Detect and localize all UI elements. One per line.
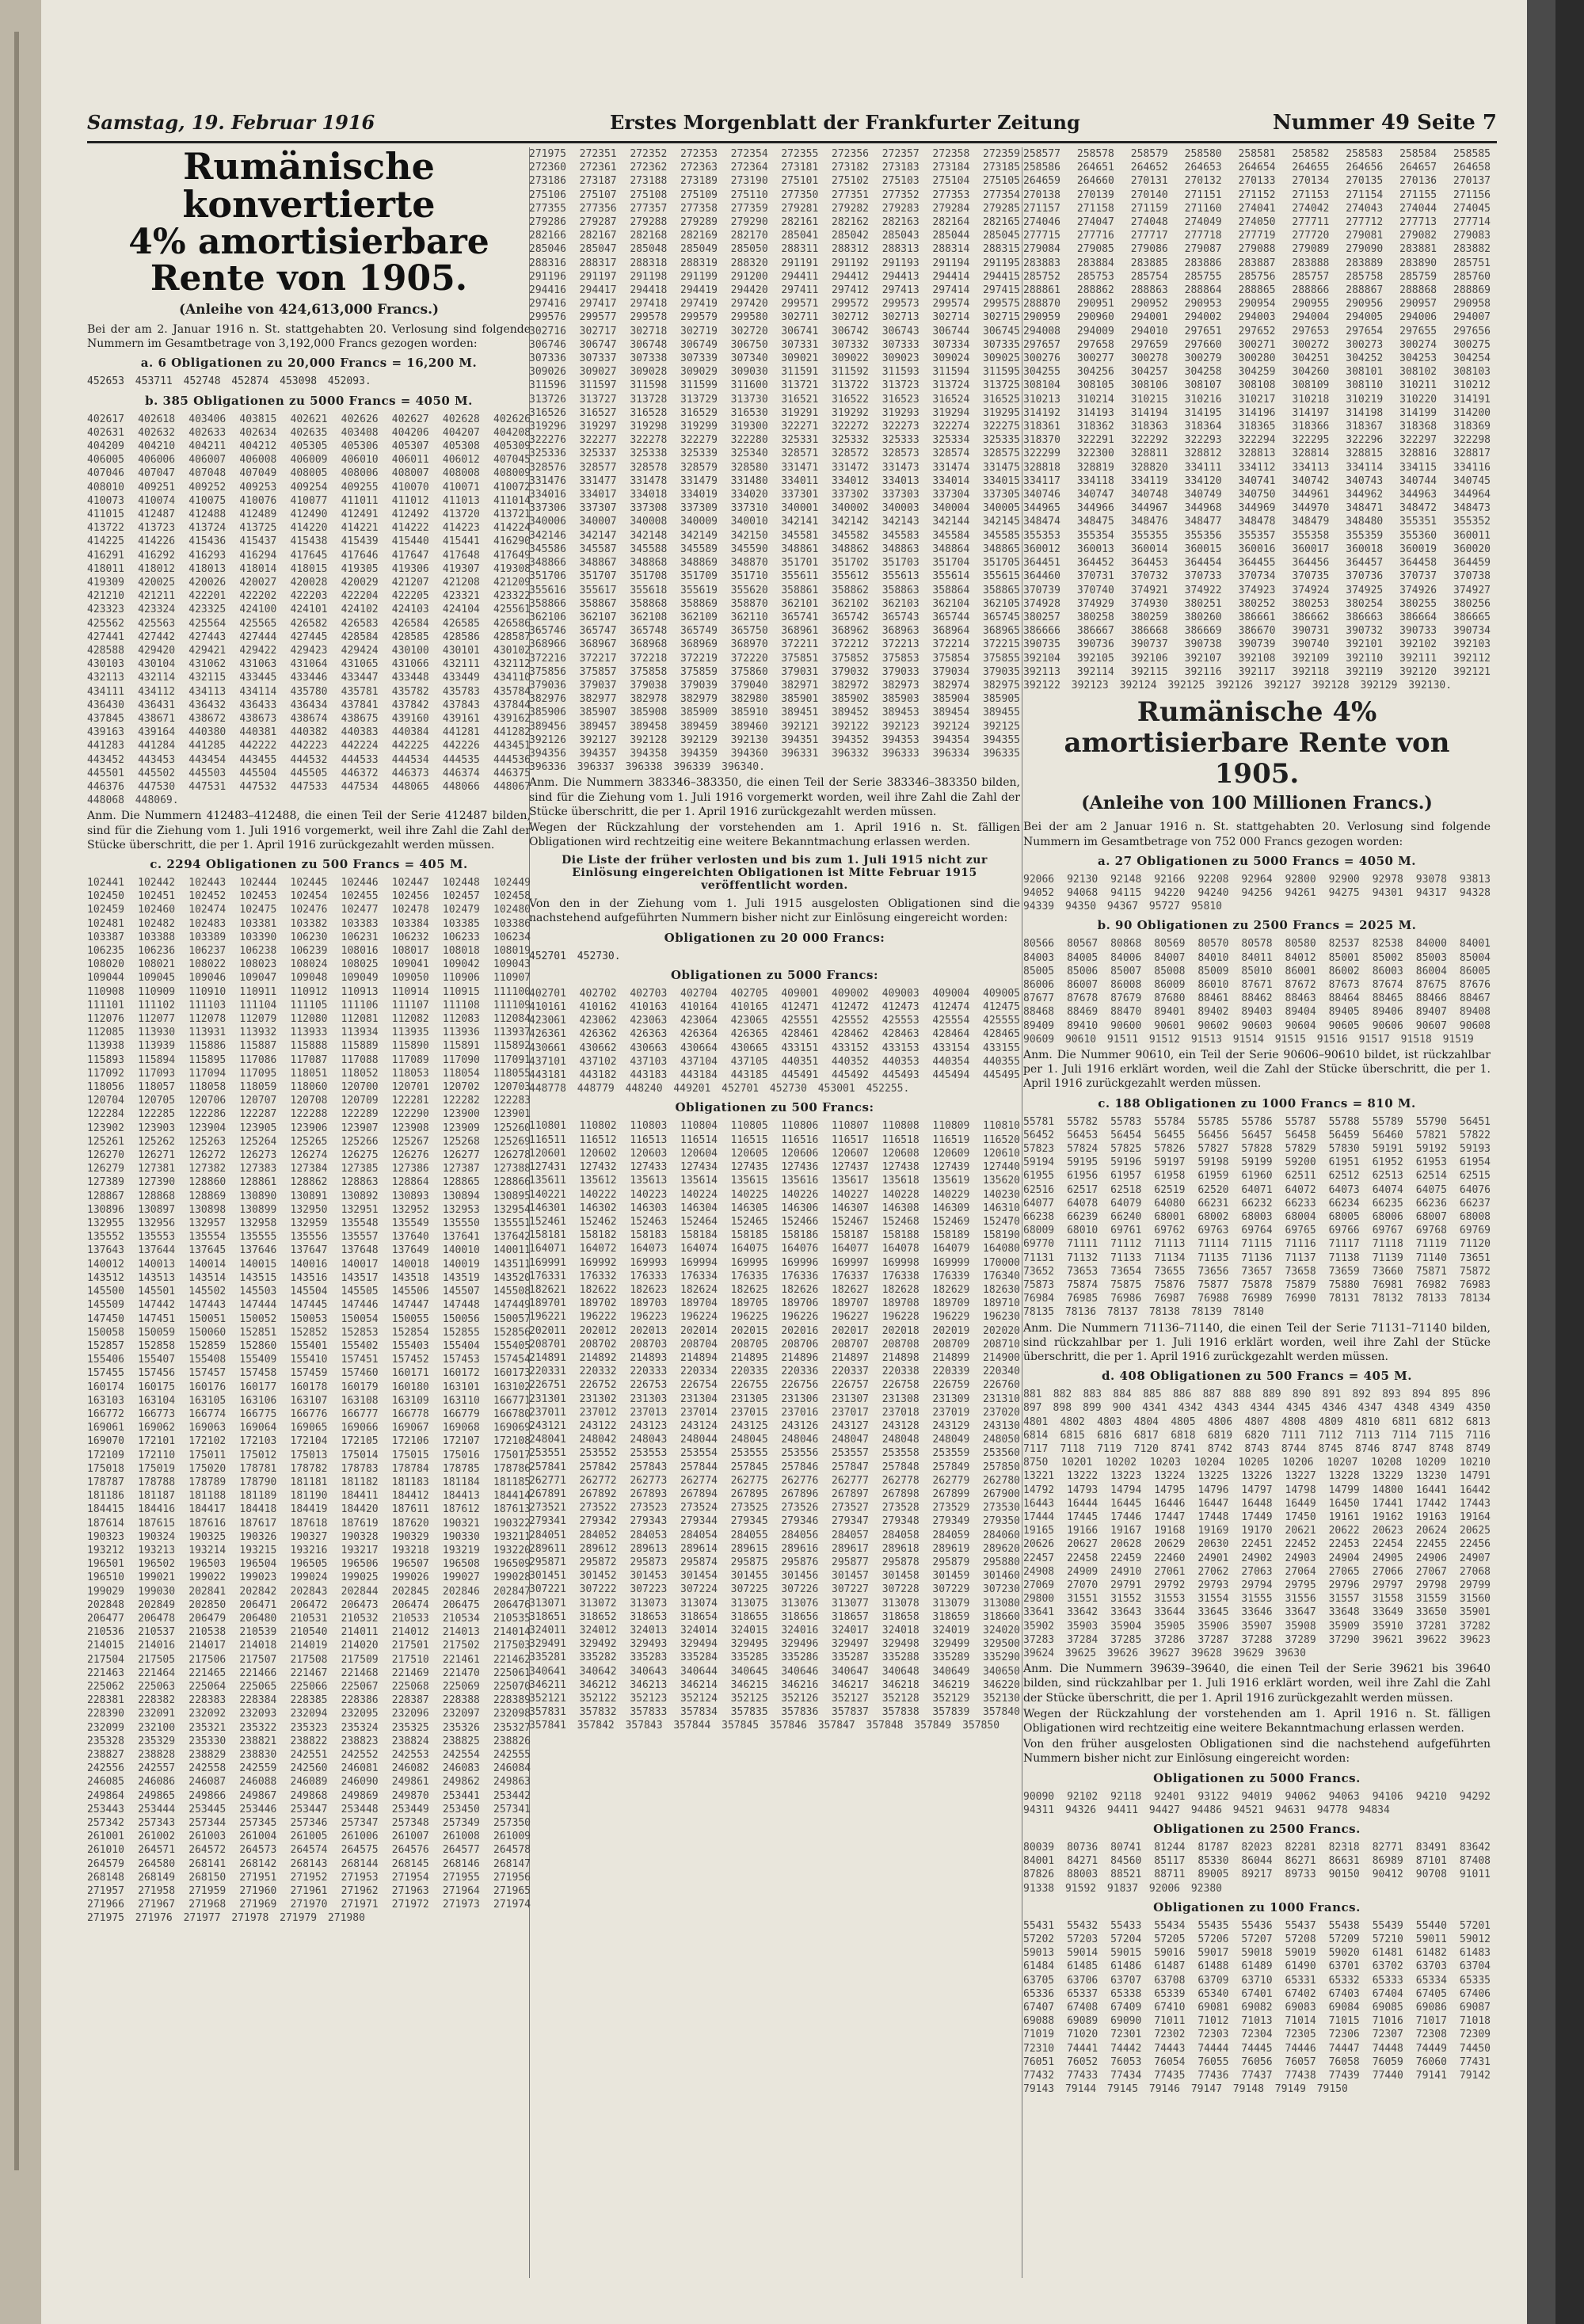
- middle-column: [529, 147, 1020, 2286]
- left-section-a: a. 6 Obligationen zu 20,000 Francs = 16,200 M.: [140, 356, 478, 371]
- header-date: Samstag, 19. Februar 1916: [87, 111, 375, 134]
- middle-numbers-500: 110801 110802 110803 110804 110805 110806 110807 110808 110809 110810 116511 116512 116513 116514 116515 116516 116517 116518 116519 116520 120601 120602 120603 120604 120605 120606 120607 120608 120609 120610 127431 127432 127433 127434 127435 127436 127437 127438 127439 127440 135611 135612 135613 135614 135615 135616 135617 135618 135619 135620 140221 140222 140223 140224 140225 140226 140227 140228 140229 140230 146301 146302 146303 146304 146305 146306 146307 146308 146309 146310 152461 152462 152463 152464 152465 152466 152467 152468 152469 152470 158181 158182 158183 158184 158185 158186 158187 158188 158189 158190 164071 164072 164073 164074 164075 164076 164077 164078 164079 164080 169991 169992 169993 169994 169995 169996 169997 169998 169999 170000 176331 176332 176333 176334 176335 176336 176337 176338 176339 176340 182621 182622 182623 182624 182625 182626 182627 182628 182629 182630 189701 189702 189703 189704 189705 189706 189707 189708 189709 189710 196221 196222 196223 196224 196225 196226 196227 196228 196229 196230 202011 202012 202013 202014 202015 202016 202017 202018 202019 202020 208701 208702 208703 208704 208705 208706 208707 208708 208709 208710 214891 214892 214893 214894 214895 214896 214897 214898 214899 214900 220331 220332 220333 220334 220335 220336 220337 220338 220339 220340 226751 226752 226753 226754 226755 226756 226757 226758 226759 226760 231301 231302 231303 231304 231305 231306 231307 231308 231309 231310 237011 237012 237013 237014 237015 237016 237017 237018 237019 237020 243121 243122 243123 243124 243125 243126 243127 243128 243129 243130 248041 248042 248043 248044 248045 248046 248047 248048 248049 248050 253551 253552 253553 253554 253555 253556 253557 253558 253559 253560 257841 257842 257843 257844 257845 257846 257847 257848 257849 257850 262771 262772 262773 262774 262775 262776 262777 262778 262779 262780 267891 267892 267893 267894 267895 267896 267897 267898 267899 267900 273521 273522 273523 273524 273525 273526 273527 273528 273529 273530 279341 279342 279343 279344 279345 279346 279347 279348 279349 279350 284051 284052 284053 284054 284055 284056 284057 284058 284059 284060 289611 289612 289613 289614 289615 289616 289617 289618 289619 289620 295871 295872 295873 295874 295875 295876 295877 295878 295879 295880 301451 301452 301453 301454 301455 301456 301457 301458 301459 301460 307221 307222 307223 307224 307225 307226 307227 307228 307229 307230 313071 313072 313073 313074 313075 313076 313077 313078 313079 313080 318651 318652 318653 318654 318655 318656 318657 318658 318659 318660 324011 324012 324013 324014 324015 324016 324017 324018 324019 324020 329491 329492 329493 329494 329495 329496 329497 329498 329499 329500 335281 335282 335283 335284 335285 335286 335287 335288 335289 335290 340641 340642 340643 340644 340645 340646 340647 340648 340649 340650 346211 346212 346213 346214 346215 346216 346217 346218 346219 346220 352121 352122 352123 352124 352125 352126 352127 352128 352129 352130 357831 357832 357833 357834 357835 357836 357837 357838 357839 357840 357841 357842 357843 357844 357845 357846 357847 357848 357849 357850: [529, 1120, 1020, 1732]
- right-section-a-numbers: 92066 92130 92148 92166 92208 92964 92800 92900 92978 93078 93813 94052 94068 94115 94220 94240 94256 94261 94275 94301 94317 94328 94339 94350 94367 95727 95810: [1023, 873, 1491, 913]
- middle-heading-5000: Obligationen zu 5000 Francs:: [670, 967, 878, 982]
- right-section-c-note: Anm. Die Nummern 71136–71140, die einen Teil der Serie 71131–71140 bilden, sind rückzahlbar per 1. Juli 1916 erklärt worden, weil ihre Zahl der Stücke überschritt, die per 1. April 1916 zurückgezahlt werden müssen.: [1023, 1321, 1491, 1363]
- right-section-b-note: Anm. Die Nummer 90610, ein Teil der Serie 90606–90610 bildet, ist rückzahlbar per 1. Juli 1916 erklärt worden, weil die Zahl der Stücke überschritt, die per 1. April 1916 zurückgezahlt werden müssen.: [1023, 1049, 1491, 1091]
- header-rule: [87, 141, 1497, 143]
- left-section-c-numbers: 102441 102442 102443 102444 102445 102446 102447 102448 102449 102450 102451 102452 102453 102454 102455 102456 102457 102458 102459 102460 102474 102475 102476 102477 102478 102479 102480 102481 102482 102483 103381 103382 103383 103384 103385 103386 103387 103388 103389 103390 106230 106231 106232 106233 106234 106235 106236 106237 106238 106239 108016 108017 108018 108019 108020 108021 108022 108023 108024 108025 109041 109042 109043 109044 109045 109046 109047 109048 109049 109050 110906 110907 110908 110909 110910 110911 110912 110913 110914 110915 111100 111101 111102 111103 111104 111105 111106 111107 111108 111109 112076 112077 112078 112079 112080 112081 112082 112083 112084 112085 113930 113931 113932 113933 113934 113935 113936 113937 113938 113939 115886 115887 115888 115889 115890 115891 115892 115893 115894 115895 117086 117087 117088 117089 117090 117091 117092 117093 117094 117095 118051 118052 118053 118054 118055 118056 118057 118058 118059 118060 120700 120701 120702 120703 120704 120705 120706 120707 120708 120709 122281 122282 122283 122284 122285 122286 122287 122288 122289 122290 123900 123901 123902 123903 123904 123905 123906 123907 123908 123909 125260 125261 125262 125263 125264 125265 125266 125267 125268 125269 126270 126271 126272 126273 126274 126275 126276 126277 126278 126279 127381 127382 127383 127384 127385 127386 127387 127388 127389 127390 128860 128861 128862 128863 128864 128865 128866 128867 128868 128869 130890 130891 130892 130893 130894 130895 130896 130897 130898 130899 132950 132951 132952 132953 132954 132955 132956 132957 132958 132959 135548 135549 135550 135551 135552 135553 135554 135555 135556 135557 137640 137641 137642 137643 137644 137645 137646 137647 137648 137649 140010 140011 140012 140013 140014 140015 140016 140017 140018 140019 143511 143512 143513 143514 143515 143516 143517 143518 143519 143520 145500 145501 145502 145503 145504 145505 145506 145507 145508 145509 147442 147443 147444 147445 147446 147447 147448 147449 147450 147451 150051 150052 150053 150054 150055 150056 150057 150058 150059 150060 152851 152852 152853 152854 152855 152856 152857 152858 152859 152860 155401 155402 155403 155404 155405 155406 155407 155408 155409 155410 157451 157452 157453 157454 157455 157456 157457 157458 157459 157460 160171 160172 160173 160174 160175 160176 160177 160178 160179 160180 163101 163102 163103 163104 163105 163106 163107 163108 163109 163110 166771 166772 166773 166774 166775 166776 166777 166778 166779 166780 169061 169062 169063 169064 169065 169066 169067 169068 169069 169070 172101 172102 172103 172104 172105 172106 172107 172108 172109 172110 175011 175012 175013 175014 175015 175016 175017 175018 175019 175020 178781 178782 178783 178784 178785 178786 178787 178788 178789 178790 181181 181182 181183 181184 181185 181186 181187 181188 181189 181190 184411 184412 184413 184414 184415 184416 184417 184418 184419 184420 187611 187612 187613 187614 187615 187616 187617 187618 187619 187620 190321 190322 190323 190324 190325 190326 190327 190328 190329 190330 193211 193212 193213 193214 193215 193216 193217 193218 193219 193220 196501 196502 196503 196504 196505 196506 196507 196508 196509 196510 199021 199022 199023 199024 199025 199026 199027 199028 199029 199030 202841 202842 202843 202844 202845 202846 202847 202848 202849 202850 206471 206472 206473 206474 206475 206476 206477 206478 206479 206480 210531 210532 210533 210534 210535 210536 210537 210538 210539 210540 214011 214012 214013 214014 214015 214016 214017 214018 214019 214020 217501 217502 217503 217504 217505 217506 217507 217508 217509 217510 221461 221462 221463 221464 221465 221466 221467 221468 221469 221470 225061 225062 225063 225064 225065 225066 225067 225068 225069 225070 228381 228382 228383 228384 228385 228386 228387 228388 228389 228390 232091 232092 232093 232094 232095 232096 232097 232098 232099 232100 235321 235322 235323 235324 235325 235326 235327 235328 235329 235330 238821 238822 238823 238824 238825 238826 238827 238828 238829 238830 242551 242552 242553 242554 242555 242556 242557 242558 242559 242560 246081 246082 246083 246084 246085 246086 246087 246088 246089 246090 249861 249862 249863 249864 249865 249866 249867 249868 249869 249870 253441 253442 253443 253444 253445 253446 253447 253448 253449 253450 257341 257342 257343 257344 257345 257346 257347 257348 257349 257350 261001 261002 261003 261004 261005 261006 261007 261008 261009 261010 264571 264572 264573 264574 264575 264576 264577 264578 264579 264580 268141 268142 268143 268144 268145 268146 268147 268148 268149 268150 271951 271952 271953 271954 271955 271956 271957 271958 271959 271960 271961 271962 271963 271964 271965 271966 271967 271968 271969 271970 271971 271972 271973 271974 271975 271976 271977 271978 271979 271980: [87, 877, 531, 1925]
- header-page-number: Nummer 49 Seite 7: [1272, 111, 1497, 135]
- left-title-line1: Rumänische konvertierte: [182, 147, 436, 227]
- left-section-b-note: Anm. Die Nummern 412483–412488, die einen Teil der Serie 412487 bilden, sind für die Ziehung vom 1. Juli 1916 vorgemerkt, weil ihre Zahl die Zahl der Stücke überschritt, die per 1. April 1916 zurückgezahlt werden müssen.: [87, 810, 531, 851]
- right-numbers-5000: 90090 92102 92118 92401 93122 94019 94062 94063 94106 94210 94292 94311 94326 94411 94427 94486 94521 94631 94778 94834: [1023, 1790, 1491, 1816]
- right-heading-1000: Obligationen zu 1000 Francs.: [1153, 1899, 1361, 1914]
- left-subtitle: (Anleihe von 424,613,000 Francs.): [178, 301, 440, 318]
- right-section-d-numbers: 881 882 883 884 885 886 887 888 889 890 891 892 893 894 895 896 897 898 899 900 4341 4342 4343 4344 4345 4346 4347 4348 4349 4350 4801 4802 4803 4804 4805 4806 4807 4808 4809 4810 6811 6812 6813 6814 6815 6816 6817 6818 6819 6820 7111 7112 7113 7114 7115 7116 7117 7118 7119 7120 8741 8742 8743 8744 8745 8746 8747 8748 8749 8750 10201 10202 10203 10204 10205 10206 10207 10208 10209 10210 13221 13222 13223 13224 13225 13226 13227 13228 13229 13230 14791 14792 14793 14794 14795 14796 14797 14798 14799 14800 16441 16442 16443 16444 16445 16446 16447 16448 16449 16450 17441 17442 17443 17444 17445 17446 17447 17448 17449 17450 19161 19162 19163 19164 19165 19166 19167 19168 19169 19170 20621 20622 20623 20624 20625 20626 20627 20628 20629 20630 22451 22452 22453 22454 22455 22456 22457 22458 22459 22460 24901 24902 24903 24904 24905 24906 24907 24908 24909 24910 27061 27062 27063 27064 27065 27066 27067 27068 27069 27070 29791 29792 29793 29794 29795 29796 29797 29798 29799 29800 31551 31552 31553 31554 31555 31556 31557 31558 31559 31560 33641 33642 33643 33644 33645 33646 33647 33648 33649 33650 35901 35902 35903 35904 35905 35906 35907 35908 35909 35910 37281 37282 37283 37284 37285 37286 37287 37288 37289 37290 39621 39622 39623 39624 39625 39626 39627 39628 39629 39630: [1023, 1389, 1491, 1660]
- header-paper-name: Erstes Morgenblatt der Frankfurter Zeitung: [610, 111, 1080, 134]
- right-heading-2500: Obligationen zu 2500 Francs.: [1153, 1821, 1361, 1836]
- right-section-d: d. 408 Obligationen zu 500 Francs = 405 M.: [1102, 1369, 1412, 1384]
- left-section-b-numbers: 402617 402618 403406 403815 402621 402626 402627 402628 402626 402631 402632 402633 402634 402635 403408 404206 404207 404208 404209 404210 404211 404212 405305 405306 405307 405308 405309 406005 406006 406007 406008 406009 406010 406011 406012 407045 407046 407047 407048 407049 408005 408006 408007 408008 408009 408010 409251 409252 409253 409254 409255 410070 410071 410072 410073 410074 410075 410076 410077 411011 411012 411013 411014 411015 412487 412488 412489 412490 412491 412492 413720 413721 413722 413723 413724 413725 414220 414221 414222 414223 414224 414225 414226 415436 415437 415438 415439 415440 415441 416290 416291 416292 416293 416294 417645 417646 417647 417648 417649 418011 418012 418013 418014 418015 419305 419306 419307 419308 419309 420025 420026 420027 420028 420029 421207 421208 421209 421210 421211 422201 422202 422203 422204 422205 423321 423322 423323 423324 423325 424100 424101 424102 424103 424104 425561 425562 425563 425564 425565 426582 426583 426584 426585 426586 427441 427442 427443 427444 427445 428584 428585 428586 428587 428588 429420 429421 429422 429423 429424 430100 430101 430102 430103 430104 431062 431063 431064 431065 431066 432111 432112 432113 432114 432115 433445 433446 433447 433448 433449 434110 434111 434112 434113 434114 435780 435781 435782 435783 435784 436430 436431 436432 436433 436434 437841 437842 437843 437844 437845 438671 438672 438673 438674 438675 439160 439161 439162 439163 439164 440380 440381 440382 440383 440384 441281 441282 441283 441284 441285 442222 442223 442224 442225 442226 443451 443452 443453 443454 443455 444532 444533 444534 444535 444536 445501 445502 445503 445504 445505 446372 446373 446374 446375 446376 447530 447531 447532 447533 447534 448065 448066 448067 448068 448069.: [87, 413, 531, 807]
- middle-numbers-20000: 452701 452730.: [529, 950, 621, 962]
- right-continued-numbers: 258577 258578 258579 258580 258581 258582 258583 258584 258585 258586 264651 264652 264653 264654 264655 264656 264657 264658 264659 264660 270131 270132 270133 270134 270135 270136 270137 270138 270139 270140 271151 271152 271153 271154 271155 271156 271157 271158 271159 271160 274041 274042 274043 274044 274045 274046 274047 274048 274049 274050 277711 277712 277713 277714 277715 277716 277717 277718 277719 277720 279081 279082 279083 279084 279085 279086 279087 279088 279089 279090 283881 283882 283883 283884 283885 283886 283887 283888 283889 283890 285751 285752 285753 285754 285755 285756 285757 285758 285759 285760 288861 288862 288863 288864 288865 288866 288867 288868 288869 288870 290951 290952 290953 290954 290955 290956 290957 290958 290959 290960 294001 294002 294003 294004 294005 294006 294007 294008 294009 294010 297651 297652 297653 297654 297655 297656 297657 297658 297659 297660 300271 300272 300273 300274 300275 300276 300277 300278 300279 300280 304251 304252 304253 304254 304255 304256 304257 304258 304259 304260 308101 308102 308103 308104 308105 308106 308107 308108 308109 308110 310211 310212 310213 310214 310215 310216 310217 310218 310219 310220 314191 314192 314193 314194 314195 314196 314197 314198 314199 314200 318361 318362 318363 318364 318365 318366 318367 318368 318369 318370 322291 322292 322293 322294 322295 322296 322297 322298 322299 322300 328811 328812 328813 328814 328815 328816 328817 328818 328819 328820 334111 334112 334113 334114 334115 334116 334117 334118 334119 334120 340741 340742 340743 340744 340745 340746 340747 340748 340749 340750 344961 344962 344963 344964 344965 344966 344967 344968 344969 344970 348471 348472 348473 348474 348475 348476 348477 348478 348479 348480 355351 355352 355353 355354 355355 355356 355357 355358 355359 355360 360011 360012 360013 360014 360015 360016 360017 360018 360019 360020 364451 364452 364453 364454 364455 364456 364457 364458 364459 364460 370731 370732 370733 370734 370735 370736 370737 370738 370739 370740 374921 374922 374923 374924 374925 374926 374927 374928 374929 374930 380251 380252 380253 380254 380255 380256 380257 380258 380259 380260 386661 386662 386663 386664 386665 386666 386667 386668 386669 386670 390731 390732 390733 390734 390735 390736 390737 390738 390739 390740 392101 392102 392103 392104 392105 392106 392107 392108 392109 392110 392111 392112 392113 392114 392115 392116 392117 392118 392119 392120 392121 392122 392123 392124 392125 392126 392127 392128 392129 392130.: [1023, 148, 1491, 691]
- right-section-b: b. 90 Obligationen zu 2500 Francs = 2025 M.: [1097, 918, 1417, 933]
- left-intro: Bei der am 2. Januar 1916 n. St. stattgehabten 20. Verlosung sind folgende Nummern im Gesamtbetrage von 3,192,000 Francs gezogen worden:: [87, 322, 531, 351]
- middle-numbers-5000: 402701 402702 402703 402704 402705 409001 409002 409003 409004 409005 410161 410162 410163 410164 410165 412471 412472 412473 412474 412475 423061 423062 423063 423064 423065 425551 425552 425553 425554 425555 426361 426362 426363 426364 426365 428461 428462 428463 428464 428465 430661 430662 430663 430664 430665 433151 433152 433153 433154 433155 437101 437102 437103 437104 437105 440351 440352 440353 440354 440355 443181 443182 443183 443184 443185 445491 445492 445493 445494 445495 448778 448779 448240 449201 452701 452730 453001 452255.: [529, 987, 1020, 1095]
- left-section-b: b. 385 Obligationen zu 5000 Francs = 4050 M.: [145, 393, 473, 408]
- middle-note: Anm. Die Nummern 383346–383350, die einen Teil der Serie 383346–383350 bilden, sind für die Ziehung vom 1. Juli 1916 vorgemerkt worden, weil ihre Zahl die Zahl der Stücke überschritt, die per 1. April 1916 zurückgezahlt werden müssen.: [529, 776, 1020, 818]
- middle-continued-numbers: 271975 272351 272352 272353 272354 272355 272356 272357 272358 272359 272360 272361 272362 272363 272364 273181 273182 273183 273184 273185 273186 273187 273188 273189 273190 275101 275102 275103 275104 275105 275106 275107 275108 275109 275110 277350 277351 277352 277353 277354 277355 277356 277357 277358 277359 279281 279282 279283 279284 279285 279286 279287 279288 279289 279290 282161 282162 282163 282164 282165 282166 282167 282168 282169 282170 285041 285042 285043 285044 285045 285046 285047 285048 285049 285050 288311 288312 288313 288314 288315 288316 288317 288318 288319 288320 291191 291192 291193 291194 291195 291196 291197 291198 291199 291200 294411 294412 294413 294414 294415 294416 294417 294418 294419 294420 297411 297412 297413 297414 297415 297416 297417 297418 297419 297420 299571 299572 299573 299574 299575 299576 299577 299578 299579 299580 302711 302712 302713 302714 302715 302716 302717 302718 302719 302720 306741 306742 306743 306744 306745 306746 306747 306748 306749 306750 307331 307332 307333 307334 307335 307336 307337 307338 307339 307340 309021 309022 309023 309024 309025 309026 309027 309028 309029 309030 311591 311592 311593 311594 311595 311596 311597 311598 311599 311600 313721 313722 313723 313724 313725 313726 313727 313728 313729 313730 316521 316522 316523 316524 316525 316526 316527 316528 316529 316530 319291 319292 319293 319294 319295 319296 319297 319298 319299 319300 322271 322272 322273 322274 322275 322276 322277 322278 322279 322280 325331 325332 325333 325334 325335 325336 325337 325338 325339 325340 328571 328572 328573 328574 328575 328576 328577 328578 328579 328580 331471 331472 331473 331474 331475 331476 331477 331478 331479 331480 334011 334012 334013 334014 334015 334016 334017 334018 334019 334020 337301 337302 337303 337304 337305 337306 337307 337308 337309 337310 340001 340002 340003 340004 340005 340006 340007 340008 340009 340010 342141 342142 342143 342144 342145 342146 342147 342148 342149 342150 345581 345582 345583 345584 345585 345586 345587 345588 345589 345590 348861 348862 348863 348864 348865 348866 348867 348868 348869 348870 351701 351702 351703 351704 351705 351706 351707 351708 351709 351710 355611 355612 355613 355614 355615 355616 355617 355618 355619 355620 358861 358862 358863 358864 358865 358866 358867 358868 358869 358870 362101 362102 362103 362104 362105 362106 362107 362108 362109 362110 365741 365742 365743 365744 365745 365746 365747 365748 365749 365750 368961 368962 368963 368964 368965 368966 368967 368968 368969 368970 372211 372212 372213 372214 372215 372216 372217 372218 372219 372220 375851 375852 375853 375854 375855 375856 375857 375858 375859 375860 379031 379032 379033 379034 379035 379036 379037 379038 379039 379040 382971 382972 382973 382974 382975 382976 382977 382978 382979 382980 385901 385902 385903 385904 385905 385906 385907 385908 385909 385910 389451 389452 389453 389454 389455 389456 389457 389458 389459 389460 392121 392122 392123 392124 392125 392126 392127 392128 392129 392130 394351 394352 394353 394354 394355 394356 394357 394358 394359 394360 396331 396332 396333 396334 396335 396336 396337 396338 396339 396340.: [529, 148, 1020, 774]
- right-section-a: a. 27 Obligationen zu 5000 Francs = 4050 M.: [1097, 853, 1417, 868]
- left-section-c: c. 2294 Obligationen zu 500 Francs = 405 M.: [150, 857, 468, 871]
- left-title-line2: 4% amortisierbare Rente von 1905.: [128, 221, 489, 299]
- right-intro: Bei der am 2 Januar 1916 n. St. stattgehabten 20. Verlosung sind folgende Nummern im Gesamtbetrage von 752 000 Francs gezogen worden:: [1023, 821, 1491, 848]
- right-title: Rumänische 4% amortisierbare Rente von 1905.: [1064, 696, 1450, 791]
- right-repayment-text: Wegen der Rückzahlung der vorstehenden am 1. April 1916 n. St. fälligen Obligationen wird rechtzeitig eine weitere Bekanntmachung erlassen werden.: [1023, 1707, 1491, 1735]
- right-prior-text: Von den früher ausgelosten Obligationen sind die nachstehend aufgeführten Nummern bisher nicht zur Einlösung eingereicht worden:: [1023, 1738, 1491, 1766]
- page-edge-shadow: [1527, 0, 1555, 2324]
- right-section-d-note: Anm. Die Nummern 39639–39640, die einen Teil der Serie 39621 bis 39640 bilden, sind rückzahlbar per 1. Juli 1916 erklärt worden, weil ihre Zahl die Zahl der Stücke überschritt, die per 1. April 1916 zurückgezahlt werden müssen.: [1023, 1663, 1491, 1705]
- middle-heading-20000: Obligationen zu 20 000 Francs:: [664, 930, 885, 945]
- middle-heading-500: Obligationen zu 500 Francs:: [675, 1100, 874, 1115]
- right-section-c-numbers: 55781 55782 55783 55784 55785 55786 55787 55788 55789 55790 56451 56452 56453 56454 56455 56456 56457 56458 56459 56460 57821 57822 57823 57824 57825 57826 57827 57828 57829 57830 59191 59192 59193 59194 59195 59196 59197 59198 59199 59200 61951 61952 61953 61954 61955 61956 61957 61958 61959 61960 62511 62512 62513 62514 62515 62516 62517 62518 62519 62520 64071 64072 64073 64074 64075 64076 64077 64078 64079 64080 66231 66232 66233 66234 66235 66236 66237 66238 66239 66240 68001 68002 68003 68004 68005 68006 68007 68008 68009 68010 69761 69762 69763 69764 69765 69766 69767 69768 69769 69770 71111 71112 71113 71114 71115 71116 71117 71118 71119 71120 71131 71132 71133 71134 71135 71136 71137 71138 71139 71140 73651 73652 73653 73654 73655 73656 73657 73658 73659 73660 75871 75872 75873 75874 75875 75876 75877 75878 75879 75880 76981 76982 76983 76984 76985 76986 76987 76988 76989 76990 78131 78132 78133 78134 78135 78136 78137 78138 78139 78140: [1023, 1115, 1491, 1319]
- right-numbers-1000: 55431 55432 55433 55434 55435 55436 55437 55438 55439 55440 57201 57202 57203 57204 57205 57206 57207 57208 57209 57210 59011 59012 59013 59014 59015 59016 59017 59018 59019 59020 61481 61482 61483 61484 61485 61486 61487 61488 61489 61490 63701 63702 63703 63704 63705 63706 63707 63708 63709 63710 65331 65332 65333 65334 65335 65336 65337 65338 65339 65340 67401 67402 67403 67404 67405 67406 67407 67408 67409 67410 69081 69082 69083 69084 69085 69086 69087 69088 69089 69090 71011 71012 71013 71014 71015 71016 71017 71018 71019 71020 72301 72302 72303 72304 72305 72306 72307 72308 72309 72310 74441 74442 74443 74444 74445 74446 74447 74448 74449 74450 76051 76052 76053 76054 76055 76056 76057 76058 76059 76060 77431 77432 77433 77434 77435 77436 77437 77438 77439 77440 79141 79142 79143 79144 79145 79146 79147 79148 79149 79150: [1023, 1919, 1491, 2096]
- right-section-b-numbers: 80566 80567 80868 80569 80570 80578 80580 82537 82538 84000 84001 84003 84005 84006 84007 84010 84011 84012 85001 85002 85003 85004 85005 85006 85007 85008 85009 85010 86001 86002 86003 86004 86005 86006 86007 86008 86009 86010 87671 87672 87673 87674 87675 87676 87677 87678 87679 87680 88461 88462 88463 88464 88465 88466 88467 88468 88469 88470 89401 89402 89403 89404 89405 89406 89407 89408 89409 89410 90600 90601 90602 90603 90604 90605 90606 90607 90608 90609 90610 91511 91512 91513 91514 91515 91516 91517 91518 91519: [1023, 938, 1491, 1046]
- middle-prior-draw-text: Von den in der Ziehung vom 1. Juli 1915 ausgelosten Obligationen sind die nachstehend aufgeführten Nummern bisher nicht zur Einlösung eingereicht worden:: [529, 897, 1020, 925]
- right-heading-5000: Obligationen zu 5000 Francs.: [1153, 1770, 1361, 1785]
- right-subtitle: (Anleihe von 100 Millionen Francs.): [1081, 793, 1433, 814]
- page-header: [87, 111, 1497, 143]
- left-section-a-numbers: 452653 453711 452748 452874 453098 452093.: [87, 375, 371, 388]
- left-column: [87, 147, 531, 2286]
- book-binding: [0, 0, 41, 2324]
- middle-list-note: Die Liste der früher verlosten und bis zum 1. Juli 1915 nicht zur Einlösung eingereichten Obligationen ist Mitte Februar 1915 veröffentlicht worden.: [562, 854, 988, 893]
- right-numbers-2500: 80039 80736 80741 81244 81787 82023 82281 82318 82771 83491 83642 84001 84271 84560 85117 85330 86044 86271 86631 86989 87101 87408 87826 88003 88521 88711 89005 89217 89733 90150 90412 90708 91011 91338 91592 91837 92006 92380: [1023, 1841, 1491, 1895]
- right-column: [1023, 147, 1491, 2286]
- binding-strip: [14, 32, 19, 2170]
- middle-repayment-text: Wegen der Rückzahlung der vorstehenden am 1. April 1916 n. St. fälligen Obligationen wird rechtzeitig eine weitere Bekanntmachung erlassen werden.: [529, 821, 1020, 849]
- right-section-c: c. 188 Obligationen zu 1000 Francs = 810 M.: [1098, 1095, 1416, 1111]
